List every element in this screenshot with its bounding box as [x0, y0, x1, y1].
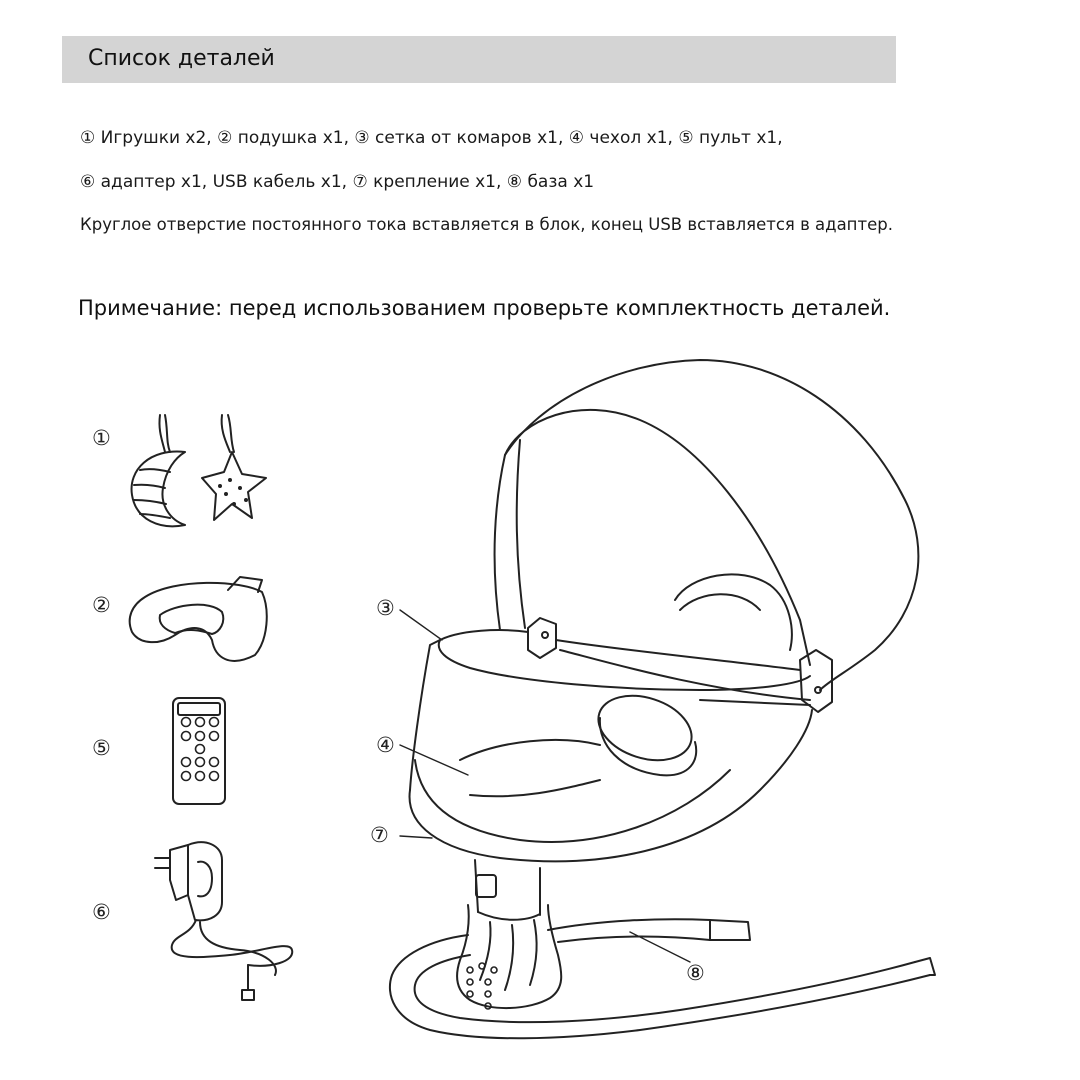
star-toy-icon — [202, 415, 266, 520]
label-toys: ① — [92, 426, 111, 450]
connection-instruction: Круглое отверстие постоянного тока вставляется в блок, конец USB вставляется в адаптер. — [80, 215, 893, 234]
parts-list-line-1: ① Игрушки x2, ② подушка x1, ③ сетка от комаров x1, ④ чехол x1, ⑤ пульт x1, — [80, 128, 783, 148]
label-pillow: ② — [92, 593, 111, 617]
note-text: Примечание: перед использованием проверьте комплектность деталей. — [78, 296, 891, 320]
label-adapter: ⑥ — [92, 900, 111, 924]
callout-net: ③ — [376, 596, 395, 620]
baby-swing-icon — [390, 360, 935, 1038]
callout-cover: ④ — [376, 733, 395, 757]
adapter-icon — [155, 842, 292, 1000]
callout-mount: ⑦ — [370, 823, 389, 847]
label-remote: ⑤ — [92, 736, 111, 760]
pillow-icon — [130, 577, 267, 661]
callout-base: ⑧ — [686, 961, 705, 985]
page-title: Список деталей — [88, 46, 275, 71]
moon-toy-icon — [132, 415, 185, 526]
remote-icon — [173, 698, 225, 804]
parts-list-line-2: ⑥ адаптер x1, USB кабель x1, ⑦ крепление x1, ⑧ база x1 — [80, 172, 595, 192]
